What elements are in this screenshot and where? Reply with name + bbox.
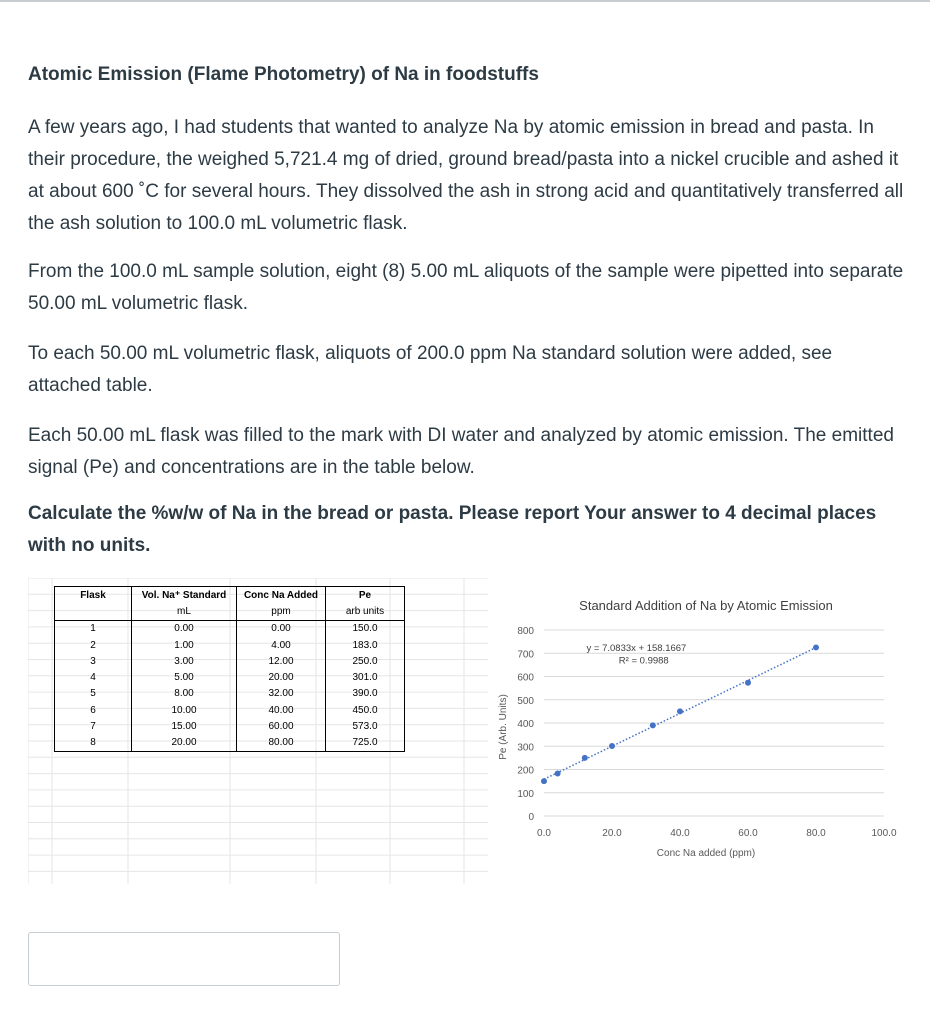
y-tick-label: 200 — [517, 765, 534, 777]
cell-pe: 183.0 — [326, 637, 405, 653]
cell-volume: 1.00 — [132, 637, 237, 653]
data-table — [54, 586, 405, 752]
data-point — [582, 755, 588, 761]
question-paragraph-4: Each 50.00 mL flask was filled to the mark with DI water and analyzed by atomic emission. The emitted signal (Pe) and concentrations are in the table below. — [28, 425, 894, 478]
cell-flask: 8 — [55, 735, 132, 752]
cell-volume: 8.00 — [132, 686, 237, 702]
unit-conc: ppm — [237, 603, 326, 620]
cell-pe: 450.0 — [326, 702, 405, 718]
data-point — [650, 722, 656, 728]
cell-flask: 5 — [55, 686, 132, 702]
y-tick-label: 500 — [517, 695, 534, 707]
cell-conc: 0.00 — [237, 620, 326, 637]
cell-volume: 15.00 — [132, 718, 237, 734]
cell-flask: 3 — [55, 653, 132, 669]
cell-conc: 40.00 — [237, 702, 326, 718]
x-tick-label: 100.0 — [871, 828, 897, 839]
table-row — [55, 637, 405, 653]
cell-flask: 4 — [55, 669, 132, 685]
unit-flask — [55, 603, 132, 620]
table-units-row — [55, 603, 405, 620]
question-paragraph-3: To each 50.00 mL volumetric flask, aliquots of 200.0 ppm Na standard solution were added, see attached table. — [28, 343, 833, 396]
x-axis-label: Conc Na added (ppm) — [656, 848, 756, 859]
x-tick-label: 0.0 — [537, 828, 551, 839]
cell-pe: 250.0 — [326, 653, 405, 669]
cell-volume: 10.00 — [132, 702, 237, 718]
table-row — [55, 718, 405, 734]
cell-volume: 20.00 — [132, 735, 237, 752]
unit-pe: arb units — [326, 603, 405, 620]
cell-flask: 1 — [55, 620, 132, 637]
y-tick-label: 100 — [517, 788, 534, 800]
spreadsheet-image — [28, 578, 902, 884]
question-prompt: Calculate the %w/w of Na in the bread or pasta. Please report Your answer to 4 decimal places with no units. — [28, 503, 877, 556]
cell-pe: 390.0 — [326, 686, 405, 702]
y-tick-label: 0 — [528, 812, 534, 823]
unit-volume: mL — [132, 603, 237, 620]
question-title: Atomic Emission (Flame Photometry) of Na in foodstuffs — [28, 64, 539, 85]
table-row — [55, 702, 405, 718]
trendline-equation: y = 7.0833x + 158.1667 — [586, 642, 687, 654]
cell-flask: 2 — [55, 637, 132, 653]
y-axis-label: Pe (Arb. Units) — [498, 694, 509, 760]
question-paragraph-1: A few years ago, I had students that wanted to analyze Na by atomic emission in bread and pasta. In their procedure, the weighed 5,721.4 mg of dried, ground bread/pasta into a nickel crucible and ashed it at about 600 ˚C for several hours. They dissolved the ash in strong acid and quantitatively transferred all the ash solution to 100.0 mL volumetric flask. — [28, 117, 904, 234]
cell-conc: 60.00 — [237, 718, 326, 734]
x-tick-label: 20.0 — [602, 828, 622, 839]
cell-volume: 5.00 — [132, 669, 237, 685]
table-row — [55, 686, 405, 702]
chart-title: Standard Addition of Na by Atomic Emission — [579, 598, 833, 613]
x-tick-label: 80.0 — [806, 828, 826, 839]
answer-input[interactable] — [28, 932, 340, 986]
header-conc: Conc Na Added — [237, 587, 326, 604]
cell-conc: 80.00 — [237, 735, 326, 752]
y-tick-label: 700 — [517, 649, 534, 661]
y-tick-label: 400 — [517, 719, 534, 730]
cell-pe: 301.0 — [326, 669, 405, 685]
cell-pe: 150.0 — [326, 620, 405, 637]
cell-volume: 3.00 — [132, 653, 237, 669]
cell-conc: 20.00 — [237, 669, 326, 685]
data-point — [609, 743, 615, 749]
table-row — [55, 735, 405, 752]
header-flask: Flask — [55, 587, 132, 604]
cell-flask: 6 — [55, 702, 132, 718]
header-volume: Vol. Na⁺ Standard — [132, 587, 237, 604]
x-tick-label: 40.0 — [670, 828, 690, 839]
cell-conc: 12.00 — [237, 653, 326, 669]
trendline-r2: R² = 0.9988 — [618, 655, 669, 667]
cell-volume: 0.00 — [132, 620, 237, 637]
table-row — [55, 669, 405, 685]
standard-addition-chart — [488, 578, 902, 884]
table-row — [55, 653, 405, 669]
cell-conc: 4.00 — [237, 637, 326, 653]
cell-conc: 32.00 — [237, 686, 326, 702]
x-tick-label: 60.0 — [738, 828, 758, 839]
y-tick-label: 800 — [517, 626, 534, 637]
data-point — [813, 644, 819, 650]
data-point — [541, 778, 547, 784]
cell-pe: 573.0 — [326, 718, 405, 734]
data-point — [555, 770, 561, 776]
table-row — [55, 620, 405, 637]
y-tick-label: 600 — [517, 672, 534, 684]
cell-pe: 725.0 — [326, 735, 405, 752]
data-point — [745, 680, 751, 686]
data-point — [677, 708, 683, 714]
y-tick-label: 300 — [517, 742, 534, 754]
question-paragraph-2: From the 100.0 mL sample solution, eight (8) 5.00 mL aliquots of the sample were pipetted into separate 50.00 mL volumetric flask. — [28, 261, 904, 314]
table-header-row — [55, 587, 405, 604]
top-divider — [0, 0, 930, 2]
cell-flask: 7 — [55, 718, 132, 734]
header-pe: Pe — [326, 587, 405, 604]
